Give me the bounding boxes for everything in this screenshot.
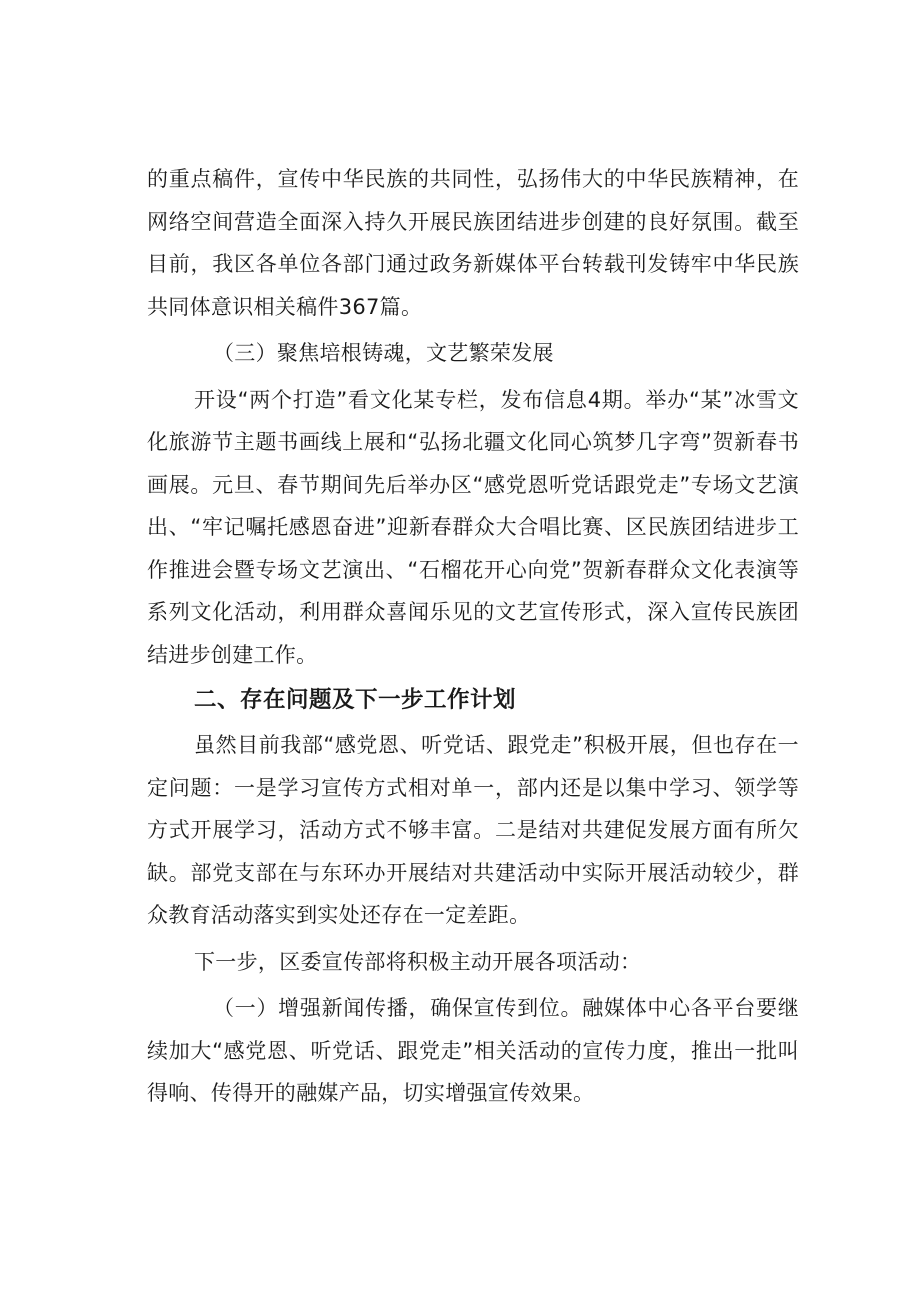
document-page: [147, 158, 799, 1115]
paragraph-cultural-activities: 开设“两个打造”看文化某专栏，发布信息4期。举办“某”冰雪文化旅游节主题书画线上展和“弘扬北疆文化同心筑梦几字弯”贺新春书画展。元旦、春节期间先后举办区“感党恩听党话跟党走”专场文艺演出、“牢记嘱托感恩奋进”迎新春群众大合唱比赛、区民族团结进步工作推进会暨专场文艺演出、“石榴花开心向党”贺新春群众文化表演等系列文化活动，利用群众喜闻乐见的文艺宣传形式，深入宣传民族团结进步创建工作。: [147, 387, 799, 667]
paragraph-news-dissemination: （一）增强新闻传播，确保宣传到位。融媒体中心各平台要继续加大“感党恩、听党话、跟党走”相关活动的宣传力度，推出一批叫得响、传得开的融媒产品，切实增强宣传效果。: [147, 996, 799, 1105]
paragraph-problems: 虽然目前我部“感党恩、听党话、跟党走”积极开展，但也存在一定问题：一是学习宣传方式相对单一，部内还是以集中学习、领学等方式开展学习，活动方式不够丰富。二是结对共建促发展方面有所欠缺。部党支部在与东环办开展结对共建活动中实际开展活动较少，群众教育活动落实到实处还存在一定差距。: [147, 733, 799, 927]
section-heading-problems-plan: 二、存在问题及下一步工作计划: [194, 687, 517, 713]
subheading-culture: （三）聚焦培根铸魂，文艺繁荣发展: [213, 341, 554, 365]
paragraph-press-coverage: 的重点稿件，宣传中华民族的共同性，弘扬伟大的中华民族精神，在网络空间营造全面深入持久开展民族团结进步创建的良好氛围。截至目前，我区各单位各部门通过政务新媒体平台转载刊发铸牢中华民族共同体意识相关稿件367篇。: [147, 167, 799, 319]
paragraph-next-steps: 下一步，区委宣传部将积极主动开展各项活动：: [194, 949, 642, 974]
